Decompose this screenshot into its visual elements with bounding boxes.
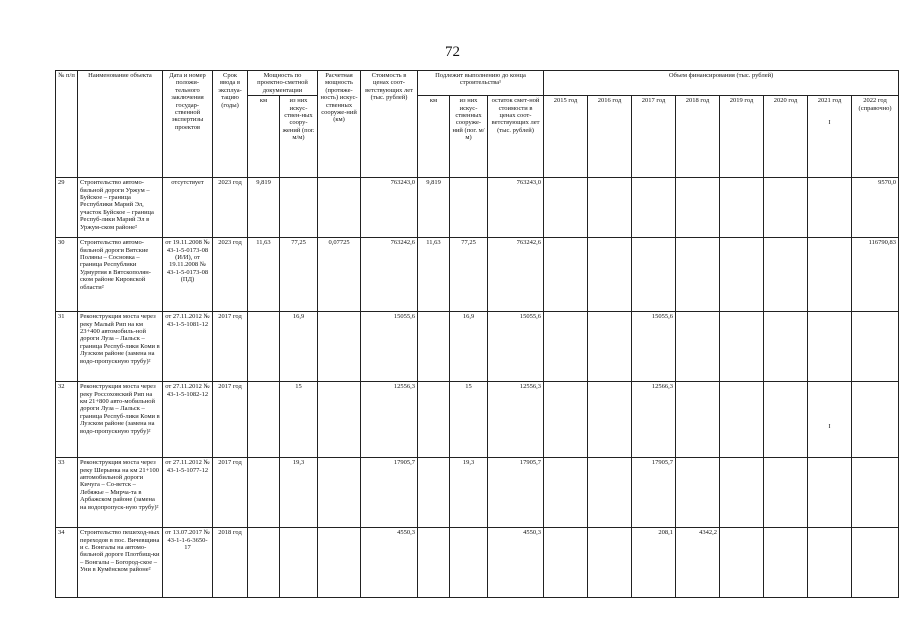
cell-name: Строительство автомо-бильной дороги Уржум – Буйское – граница Республики Марий Эл, участок Буйское – граница Респуб-лики Марий Эл в Уржум-ском районе²	[78, 178, 163, 238]
header-remain: Подлежит выполнению до конца строительства¹	[418, 71, 544, 96]
table-row	[56, 178, 899, 238]
cell-km: 9,819	[248, 178, 280, 238]
cell-num: 32	[56, 382, 78, 458]
cell-2021	[808, 312, 852, 382]
cell-num: 33	[56, 458, 78, 528]
cell-2017	[632, 178, 676, 238]
cell-km	[248, 382, 280, 458]
header-year-2022: 2022 год (справочно)	[852, 96, 899, 178]
cell-remain-cost: 763243,0	[488, 178, 544, 238]
cell-from	[280, 528, 318, 598]
cell-2021	[808, 178, 852, 238]
cell-date: отсутствует	[163, 178, 213, 238]
cell-from: 16,9	[280, 312, 318, 382]
header-year-2018: 2018 год	[676, 96, 720, 178]
header-calc: Расчетная мощность (протяже-ность) искус-ственных сооруже-ний (км)	[318, 71, 361, 178]
cell-remain-cost: 12556,3	[488, 382, 544, 458]
cell-2022: 9570,0	[852, 178, 899, 238]
cell-from: 19,3	[280, 458, 318, 528]
header-num: № п/п	[56, 71, 78, 178]
cell-2020	[764, 528, 808, 598]
cell-name: Реконструкция моста через реку Шерынка на км 21+100 автомобильной дороги Кичуга – Со-ветск – Лебяжье – Мирча-та в Арбажском районе (замена на водопропуск-ную трубу)²	[78, 458, 163, 528]
cell-2021	[808, 528, 852, 598]
cell-2019	[720, 458, 764, 528]
header-financing: Объем финансирования (тыс. рублей)	[544, 71, 899, 96]
cell-2015	[544, 178, 588, 238]
cell-2017: 12566,3	[632, 382, 676, 458]
cell-2018	[676, 382, 720, 458]
cell-cost: 4550,3	[361, 528, 418, 598]
cell-2020	[764, 238, 808, 312]
header-year-2017: 2017 год	[632, 96, 676, 178]
cell-2021	[808, 458, 852, 528]
cell-remain-km: 11,63	[418, 238, 450, 312]
cell-2015	[544, 528, 588, 598]
cell-2020	[764, 178, 808, 238]
header-year-2021-mark: I	[828, 118, 831, 126]
cell-date: от 19.11.2008 № 43-1-5-0173-08 (И/И), от 19.11.2008 № 43-1-5-0173-08 (ПД)	[163, 238, 213, 312]
cell-term: 2023 год	[213, 238, 248, 312]
cell-cost: 763242,6	[361, 238, 418, 312]
cell-remain-from: 77,25	[450, 238, 488, 312]
cell-date: от 27.11.2012 № 43-1-5-1077-12	[163, 458, 213, 528]
cell-2018	[676, 312, 720, 382]
cell-num: 29	[56, 178, 78, 238]
cell-num: 30	[56, 238, 78, 312]
header-power-from: из них искус-ствен-ных соору-жений (пог. м/м)	[280, 96, 318, 178]
cell-num: 34	[56, 528, 78, 598]
cell-date: от 27.11.2012 № 43-1-5-1081-12	[163, 312, 213, 382]
cell-2017	[632, 238, 676, 312]
cell-2018	[676, 238, 720, 312]
cell-2019	[720, 238, 764, 312]
cell-2016	[588, 312, 632, 382]
cell-calc	[318, 528, 361, 598]
cell-from: 77,25	[280, 238, 318, 312]
cell-2022	[852, 458, 899, 528]
financing-table	[55, 70, 899, 598]
header-year-2016: 2016 год	[588, 96, 632, 178]
cell-num: 31	[56, 312, 78, 382]
cell-2019	[720, 178, 764, 238]
cell-term: 2023 год	[213, 178, 248, 238]
header-name: Наименование объекта	[78, 71, 163, 178]
cell-remain-cost: 4550,3	[488, 528, 544, 598]
cell-calc	[318, 312, 361, 382]
table-row	[56, 458, 899, 528]
cell-remain-from	[450, 528, 488, 598]
cell-remain-km	[418, 312, 450, 382]
cell-2022	[852, 312, 899, 382]
cell-calc	[318, 178, 361, 238]
table-row	[56, 238, 899, 312]
table-row	[56, 382, 899, 458]
cell-cost: 12556,3	[361, 382, 418, 458]
cell-remain-from: 15	[450, 382, 488, 458]
cell-cost: 763243,0	[361, 178, 418, 238]
cell-km	[248, 312, 280, 382]
cell-remain-cost: 763242,6	[488, 238, 544, 312]
table-row	[56, 312, 899, 382]
header-remain-from: из них искус-ственных сооруже-ний (пог. м/м)	[450, 96, 488, 178]
cell-cost: 17905,7	[361, 458, 418, 528]
cell-2021	[808, 238, 852, 312]
cell-km: 11,63	[248, 238, 280, 312]
header-power: Мощность по проектно-сметной документации	[248, 71, 318, 96]
header-year-2021-label: 2021 год	[817, 97, 842, 105]
cell-remain-km	[418, 458, 450, 528]
cell-from: 15	[280, 382, 318, 458]
cell-name: Реконструкция моста через реку Малый Рип на км 23+400 автомобиль-ной дороги Луза – Лальск – граница Респуб-лики Коми в Лузском районе (замена на водо-пропускную трубу)²	[78, 312, 163, 382]
cell-name: Строительство автомо-бильной дороги Вятские Поляны – Сосновка – граница Республики Удмуртия в Вятскополян-ском районе Кировской области²	[78, 238, 163, 312]
cell-2021	[808, 382, 852, 458]
cell-name: Реконструкция моста через реку Россоховский Рип на км 21+800 авто-мобильной дороги Луза – Лальск – граница Респуб-лики Коми в Лузском районе (замена на водо-пропускную трубу)²	[78, 382, 163, 458]
cell-2020	[764, 458, 808, 528]
page-number: 72	[445, 44, 460, 60]
cell-remain-km	[418, 382, 450, 458]
cell-2020	[764, 382, 808, 458]
cell-2016	[588, 382, 632, 458]
cell-2016	[588, 238, 632, 312]
cell-2016	[588, 178, 632, 238]
cell-remain-from: 19,3	[450, 458, 488, 528]
cell-2018: 4342,2	[676, 528, 720, 598]
header-year-2020: 2020 год	[764, 96, 808, 178]
row-2021-mark: I	[828, 423, 831, 431]
cell-remain-cost: 15055,6	[488, 312, 544, 382]
cell-2019	[720, 382, 764, 458]
cell-2022	[852, 528, 899, 598]
cell-term: 2017 год	[213, 312, 248, 382]
header-year-2015: 2015 год	[544, 96, 588, 178]
cell-2015	[544, 238, 588, 312]
cell-term: 2017 год	[213, 382, 248, 458]
cell-2017: 17905,7	[632, 458, 676, 528]
cell-2019	[720, 312, 764, 382]
cell-2017: 15055,6	[632, 312, 676, 382]
cell-2018	[676, 178, 720, 238]
cell-2016	[588, 528, 632, 598]
header-remain-cost: остаток смет-ной стоимости в ценах соот-ветствующих лет (тыс. рублей)	[488, 96, 544, 178]
cell-calc	[318, 382, 361, 458]
header-year-2021	[808, 96, 852, 178]
cell-calc	[318, 458, 361, 528]
cell-term: 2018 год	[213, 528, 248, 598]
cell-km	[248, 458, 280, 528]
cell-remain-km: 9,819	[418, 178, 450, 238]
header-cost: Стоимость в ценах соот-ветствующих лет (тыс. рублей)	[361, 71, 418, 178]
cell-name: Строительство пешеход-ных переходов в пос. Вичевщина и с. Вонгалы на автомо-бильной дороге Плотбищ-ки – Вонгалы – Богород-ское – Уни в Кумёнском районе²	[78, 528, 163, 598]
header-year-2019: 2019 год	[720, 96, 764, 178]
cell-term: 2017 год	[213, 458, 248, 528]
header-power-km: км	[248, 96, 280, 178]
cell-2018	[676, 458, 720, 528]
table-row	[56, 528, 899, 598]
cell-km	[248, 528, 280, 598]
cell-date: от 13.07.2017 № 43-1-1-6-3650-17	[163, 528, 213, 598]
cell-2017: 208,1	[632, 528, 676, 598]
cell-2015	[544, 312, 588, 382]
cell-remain-cost: 17905,7	[488, 458, 544, 528]
header-date: Дата и номер положи-тельного заключения государ-ственной экспертизы проектов	[163, 71, 213, 178]
cell-remain-km	[418, 528, 450, 598]
cell-2015	[544, 382, 588, 458]
cell-remain-from: 16,9	[450, 312, 488, 382]
cell-2020	[764, 312, 808, 382]
cell-2022: 116790,83	[852, 238, 899, 312]
cell-date: от 27.11.2012 № 43-1-5-1082-12	[163, 382, 213, 458]
cell-calc: 0,07725	[318, 238, 361, 312]
header-remain-km: км	[418, 96, 450, 178]
cell-remain-from	[450, 178, 488, 238]
cell-2016	[588, 458, 632, 528]
cell-from	[280, 178, 318, 238]
cell-cost: 15055,6	[361, 312, 418, 382]
header-term: Срок ввода в эксплуа-тацию (годы)	[213, 71, 248, 178]
cell-2019	[720, 528, 764, 598]
cell-2015	[544, 458, 588, 528]
cell-2022	[852, 382, 899, 458]
